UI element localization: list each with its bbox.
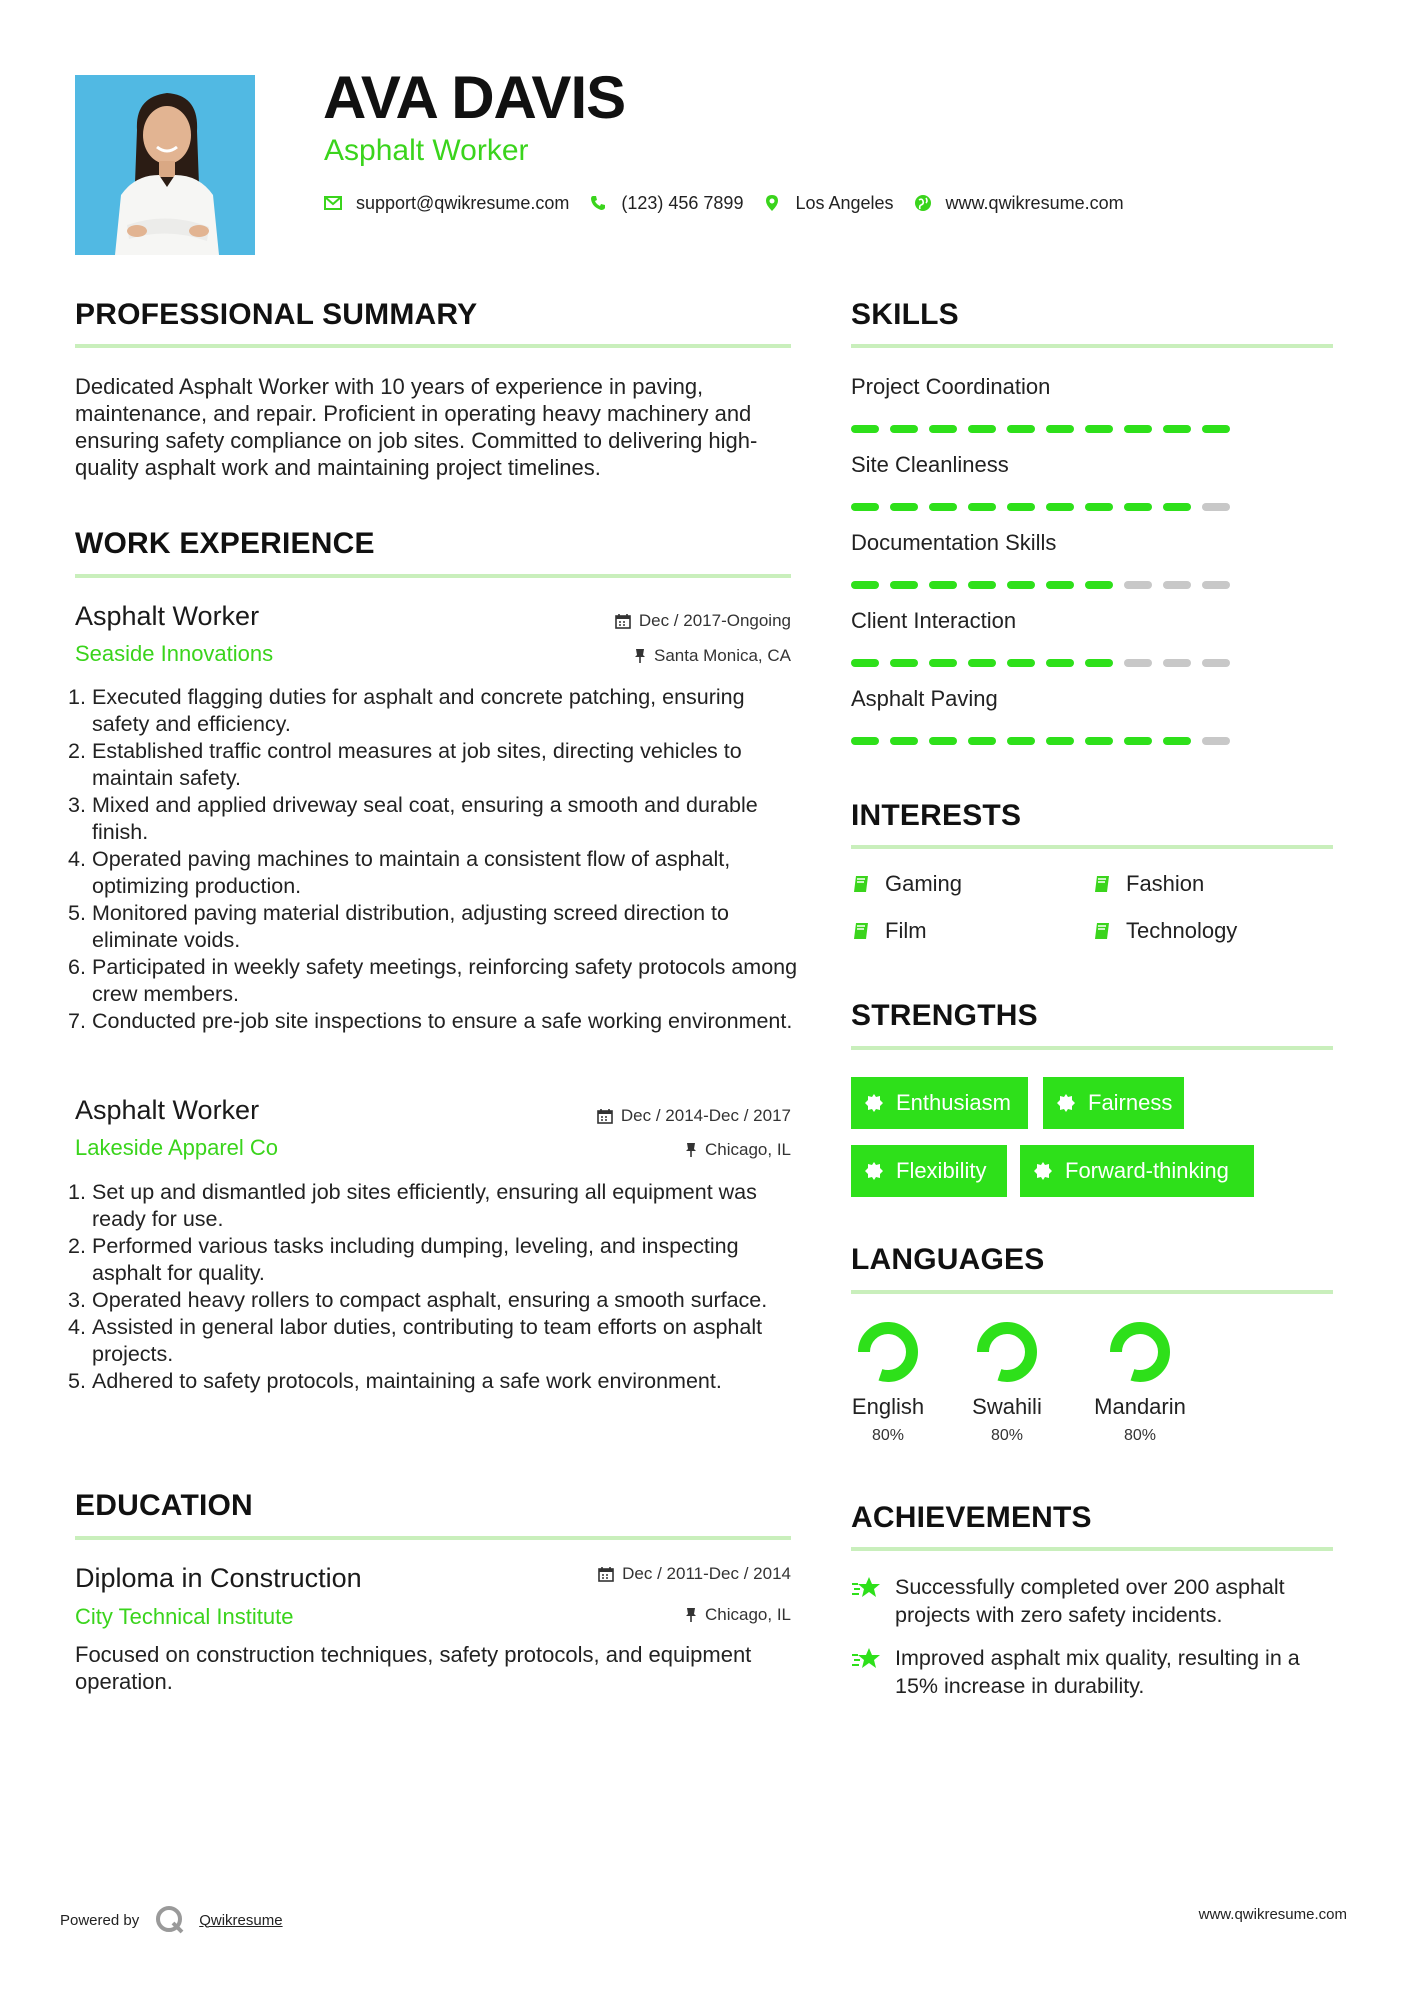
- job-location-text: Chicago, IL: [705, 1140, 791, 1159]
- job-location-text: Santa Monica, CA: [653, 646, 791, 665]
- job-title: Asphalt Worker: [75, 1095, 260, 1125]
- skill-segment-filled: [968, 581, 996, 589]
- pushpin-icon: [685, 1142, 697, 1158]
- skill-name: Site Cleanliness: [851, 452, 1009, 477]
- skill-segment-filled: [1085, 425, 1113, 433]
- job-dates-text: Dec / 2017-Ongoing: [638, 611, 791, 630]
- language-level: 80%: [871, 1427, 905, 1444]
- skill-segment-filled: [1202, 425, 1230, 433]
- skill-segment-filled: [968, 659, 996, 667]
- degree-title: Diploma in Construction: [75, 1563, 362, 1593]
- education-location: [685, 1606, 791, 1623]
- list-item: 5. Adhered to safety protocols, maintaining a safe work environment.: [68, 1369, 722, 1393]
- book-icon: [1092, 921, 1112, 941]
- strength-chip: Fairness: [1043, 1077, 1184, 1129]
- skill-segment-filled: [1085, 659, 1113, 667]
- list-item: 4. Assisted in general labor duties, contributing to team efforts on asphalt projects.: [68, 1315, 763, 1366]
- skill-segment-filled: [929, 503, 957, 511]
- skill-segment-filled: [1007, 425, 1035, 433]
- achievements-heading: ACHIEVEMENTS: [851, 1501, 1092, 1534]
- strength-chip: Enthusiasm: [851, 1077, 1028, 1129]
- skill-segment-filled: [890, 425, 918, 433]
- strength-chip: Forward-thinking: [1020, 1145, 1254, 1197]
- skill-segment-filled: [890, 581, 918, 589]
- work-heading: WORK EXPERIENCE: [75, 527, 375, 560]
- achievement-item: Successfully completed over 200 asphalt projects with zero safety incidents.: [851, 1573, 1331, 1629]
- languages-divider: [851, 1290, 1333, 1294]
- skill-segment-filled: [1085, 581, 1113, 589]
- job-dates-text: Dec / 2014-Dec / 2017: [620, 1106, 791, 1125]
- skill-segment-filled: [1163, 425, 1191, 433]
- contact-location: [761, 192, 893, 214]
- skill-segment-filled: [1046, 581, 1074, 589]
- achievement-item: Improved asphalt mix quality, resulting in a 15% increase in durability.: [851, 1644, 1331, 1700]
- phone-icon: [587, 192, 609, 214]
- interests-divider: [851, 845, 1333, 849]
- interests-heading: INTERESTS: [851, 799, 1022, 832]
- contact-bar: [322, 192, 1142, 214]
- skill-level-bar: [851, 659, 1241, 667]
- strengths-divider: [851, 1046, 1333, 1050]
- skills-divider: [851, 344, 1333, 348]
- website-text: www.qwikresume.com: [945, 192, 1124, 213]
- language-level: 80%: [990, 1427, 1024, 1444]
- calendar-icon: [598, 1566, 614, 1582]
- job-title: Asphalt Worker: [75, 601, 260, 631]
- skill-segment-filled: [1046, 737, 1074, 745]
- summary-divider: [75, 344, 791, 348]
- contact-phone[interactable]: [587, 192, 743, 214]
- skill-segment-filled: [851, 659, 879, 667]
- book-icon: [1092, 874, 1112, 894]
- language-name: Mandarin: [1094, 1394, 1186, 1419]
- skill-segment-filled: [1124, 425, 1152, 433]
- education-location-text: Chicago, IL: [705, 1605, 791, 1624]
- job-bullet-list: [68, 684, 798, 1035]
- contact-email[interactable]: [322, 192, 569, 214]
- skill-segment-filled: [1007, 737, 1035, 745]
- job-company: Seaside Innovations: [75, 641, 274, 666]
- badge-icon: [864, 1093, 884, 1113]
- book-icon: [851, 874, 871, 894]
- skill-segment-filled: [1046, 425, 1074, 433]
- skill-level-bar: [851, 425, 1241, 433]
- skill-segment-filled: [1007, 581, 1035, 589]
- skill-segment-filled: [851, 581, 879, 589]
- job-location: [634, 647, 791, 664]
- pushpin-icon: [685, 1607, 697, 1623]
- language-item: [1080, 1320, 1200, 1444]
- skill-segment-empty: [1202, 503, 1230, 511]
- brand-link[interactable]: Qwikresume: [199, 1911, 283, 1929]
- skill-segment-filled: [929, 659, 957, 667]
- language-level: 80%: [1123, 1427, 1157, 1444]
- language-name: Swahili: [972, 1394, 1042, 1419]
- language-ring: [1108, 1320, 1172, 1384]
- list-item: 3. Mixed and applied driveway seal coat, ensuring a smooth and durable finish.: [68, 793, 758, 844]
- powered-by-label: Powered by: [60, 1911, 140, 1929]
- qwikresume-logo-icon: [155, 1905, 185, 1935]
- achievements-divider: [851, 1547, 1333, 1551]
- language-item: [828, 1320, 948, 1444]
- footer-powered-by: [60, 1905, 283, 1935]
- skill-segment-filled: [1085, 737, 1113, 745]
- skill-name: Client Interaction: [851, 608, 1017, 633]
- calendar-icon: [615, 613, 631, 629]
- list-item: 2. Performed various tasks including dumping, leveling, and inspecting asphalt for quality.: [68, 1234, 739, 1285]
- badge-icon: [864, 1161, 884, 1181]
- list-item: 6. Participated in weekly safety meetings, reinforcing safety protocols among crew members.: [68, 955, 798, 1006]
- interest-item: Technology: [1092, 920, 1237, 942]
- globe-icon: [912, 192, 934, 214]
- skill-segment-filled: [1085, 503, 1113, 511]
- skill-segment-filled: [890, 737, 918, 745]
- email-text: support@qwikresume.com: [356, 192, 570, 213]
- language-item: [947, 1320, 1067, 1444]
- envelope-icon: [322, 192, 344, 214]
- skills-heading: SKILLS: [851, 298, 959, 331]
- language-ring: [856, 1320, 920, 1384]
- skill-name: Documentation Skills: [851, 530, 1057, 555]
- education-dates: [598, 1565, 791, 1582]
- profile-photo: [75, 75, 255, 255]
- education-dates-text: Dec / 2011-Dec / 2014: [622, 1564, 791, 1583]
- skill-segment-filled: [1124, 503, 1152, 511]
- skill-segment-filled: [968, 503, 996, 511]
- list-item: 2. Established traffic control measures at job sites, directing vehicles to maintain safety.: [68, 739, 742, 790]
- pushpin-icon: [634, 648, 646, 664]
- education-text: Focused on construction techniques, safety protocols, and equipment operation.: [75, 1642, 752, 1694]
- school-name: City Technical Institute: [75, 1604, 294, 1629]
- interest-item: Gaming: [851, 873, 962, 895]
- candidate-title: Asphalt Worker: [324, 134, 529, 167]
- skill-segment-filled: [929, 581, 957, 589]
- strength-chip: Flexibility: [851, 1145, 1007, 1197]
- skill-segment-filled: [851, 425, 879, 433]
- book-icon: [851, 921, 871, 941]
- skill-segment-empty: [1202, 737, 1230, 745]
- skill-segment-empty: [1124, 659, 1152, 667]
- location-text: Los Angeles: [795, 192, 894, 213]
- list-item: 1. Set up and dismantled job sites efficiently, ensuring all equipment was ready for use.: [68, 1180, 757, 1231]
- skill-segment-filled: [968, 425, 996, 433]
- list-item: 7. Conducted pre-job site inspections to ensure a safe working environment.: [68, 1009, 793, 1033]
- skill-name: Project Coordination: [851, 374, 1051, 399]
- strengths-heading: STRENGTHS: [851, 999, 1038, 1032]
- job-location: [685, 1141, 791, 1158]
- skill-segment-empty: [1124, 581, 1152, 589]
- summary-heading: PROFESSIONAL SUMMARY: [75, 298, 478, 331]
- job-bullet-list: [68, 1179, 798, 1395]
- language-ring: [975, 1320, 1039, 1384]
- badge-icon: [1056, 1093, 1076, 1113]
- phone-text: (123) 456 7899: [621, 192, 744, 213]
- skill-segment-filled: [1163, 737, 1191, 745]
- skill-level-bar: [851, 737, 1241, 745]
- contact-website[interactable]: [912, 192, 1124, 214]
- summary-text: Dedicated Asphalt Worker with 10 years of experience in paving, maintenance, and repair. Proficient in operating heavy machinery and ensuring safety compliance on job sites. Committed to delivering high-quality asphalt work and maintaining project timelines.: [75, 374, 758, 480]
- map-pin-icon: [761, 192, 783, 214]
- skill-name: Asphalt Paving: [851, 686, 998, 711]
- list-item: 4. Operated paving machines to maintain a consistent flow of asphalt, optimizing production.: [68, 847, 731, 898]
- candidate-name: AVA DAVIS: [323, 64, 626, 131]
- languages-heading: LANGUAGES: [851, 1243, 1045, 1276]
- list-item: 1. Executed flagging duties for asphalt and concrete patching, ensuring safety and efficiency.: [68, 685, 745, 736]
- skill-segment-filled: [1007, 659, 1035, 667]
- skill-segment-filled: [1046, 503, 1074, 511]
- star-icon: [851, 1573, 895, 1629]
- skill-segment-filled: [890, 503, 918, 511]
- skill-segment-filled: [851, 737, 879, 745]
- skill-segment-filled: [929, 425, 957, 433]
- skill-segment-filled: [1124, 737, 1152, 745]
- footer-website-link[interactable]: www.qwikresume.com: [1198, 1906, 1347, 1923]
- calendar-icon: [597, 1108, 613, 1124]
- skill-level-bar: [851, 581, 1241, 589]
- list-item: 3. Operated heavy rollers to compact asphalt, ensuring a smooth surface.: [68, 1288, 768, 1312]
- skill-segment-filled: [1007, 503, 1035, 511]
- skill-segment-empty: [1202, 659, 1230, 667]
- skill-segment-filled: [890, 659, 918, 667]
- job-company: Lakeside Apparel Co: [75, 1135, 279, 1160]
- education-divider: [75, 1536, 791, 1540]
- skill-segment-empty: [1202, 581, 1230, 589]
- language-name: English: [851, 1394, 925, 1419]
- skill-segment-filled: [968, 737, 996, 745]
- job-dates: [597, 1107, 791, 1124]
- skill-level-bar: [851, 503, 1241, 511]
- skill-segment-filled: [1163, 503, 1191, 511]
- interest-item: Fashion: [1092, 873, 1204, 895]
- skill-segment-filled: [1046, 659, 1074, 667]
- education-heading: EDUCATION: [75, 1489, 253, 1522]
- skill-segment-empty: [1163, 659, 1191, 667]
- skill-segment-empty: [1163, 581, 1191, 589]
- list-item: 5. Monitored paving material distribution, adjusting screed direction to eliminate voids.: [68, 901, 729, 952]
- interest-item: Film: [851, 920, 927, 942]
- job-dates: [615, 612, 791, 629]
- skill-segment-filled: [929, 737, 957, 745]
- work-divider: [75, 574, 791, 578]
- skill-segment-filled: [851, 503, 879, 511]
- star-icon: [851, 1644, 895, 1700]
- badge-icon: [1033, 1161, 1053, 1181]
